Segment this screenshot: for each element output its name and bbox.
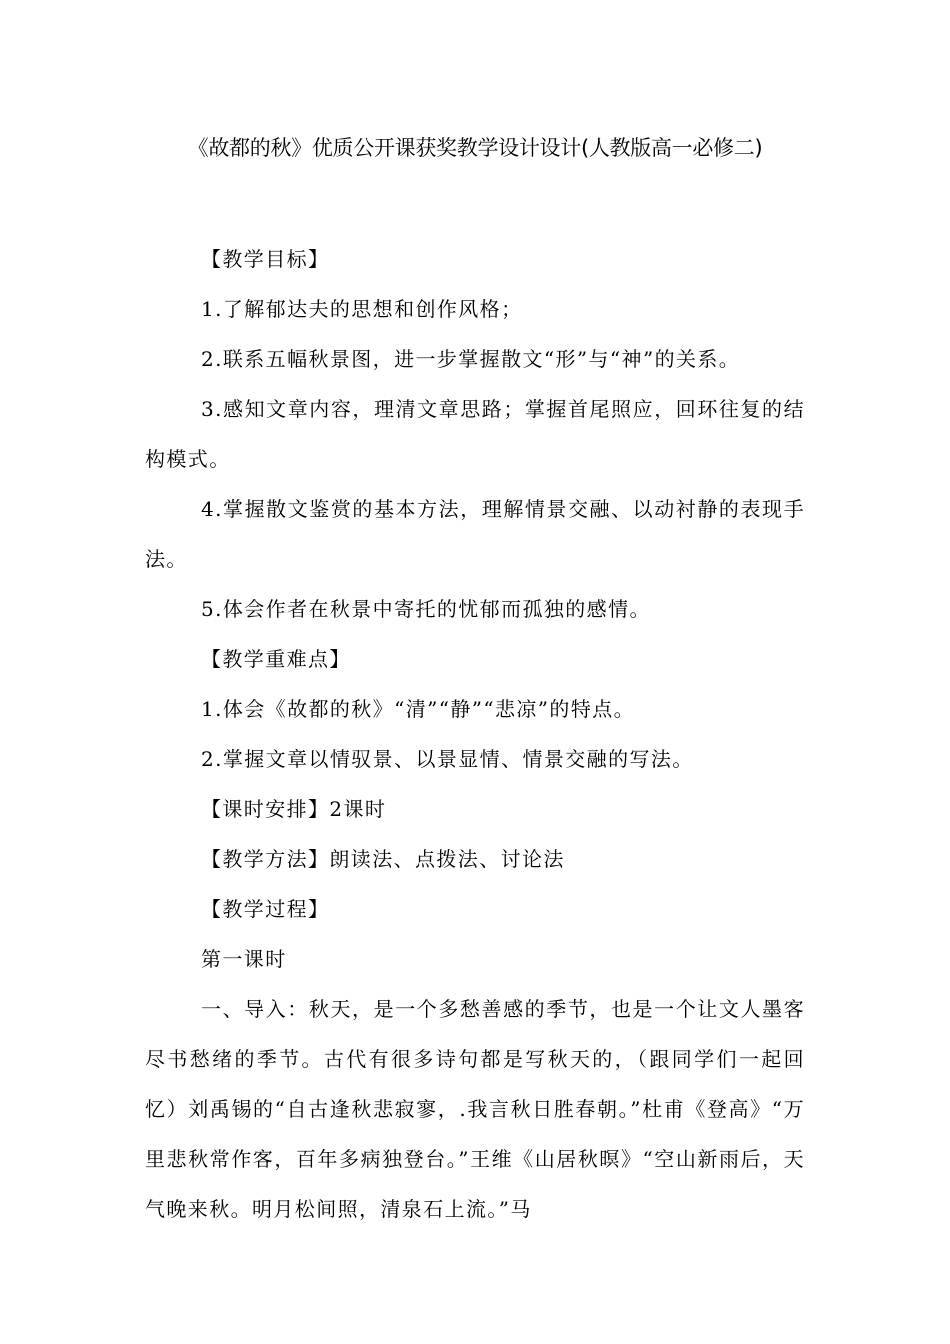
objective-item: 5.体会作者在秋景中寄托的忧郁而孤独的感情。: [201, 597, 651, 621]
section-heading-objectives: 【教学目标】: [201, 247, 330, 271]
objective-item: 3.感知文章内容，理清文章思路；掌握首尾照应，回环往复的结构模式。: [145, 397, 805, 471]
intro-paragraph: 一、导入：秋天，是一个多愁善感的季节，也是一个让文人墨客尽书愁绪的季节。古代有很多诗句都是写秋天的，（跟同学们一起回忆）刘禹锡的“自古逢秋悲寂寥，.我言秋日胜春朝。”杜甫《登高》“万里悲秋常作客，百年多病独登台。”王维《山居秋暝》“空山新雨后，天气晚来秋。明月松间照，清泉石上流。”马: [145, 997, 805, 1221]
key-point-item: 2.掌握文章以情驭景、以景显情、情景交融的写法。: [201, 747, 694, 771]
section-heading-key-points: 【教学重难点】: [201, 647, 351, 671]
objective-item: 1.了解郁达夫的思想和创作风格；: [201, 297, 523, 321]
key-point-item: 1.体会《故都的秋》“清”“静”“悲凉”的特点。: [201, 697, 636, 721]
document-title: 《故都的秋》优质公开课获奖教学设计设计(人教版高一必修二): [187, 136, 763, 160]
objective-item: 4.掌握散文鉴赏的基本方法，理解情景交融、以动衬静的表现手法。: [145, 497, 805, 571]
section-methods: 【教学方法】朗读法、点拨法、讨论法: [201, 847, 565, 871]
section-heading-process: 【教学过程】: [201, 897, 330, 921]
section-schedule: 【课时安排】2课时: [201, 797, 387, 821]
document-body: [145, 234, 805, 1234]
lesson-heading: 第一课时: [201, 947, 287, 971]
objective-item: 2.联系五幅秋景图，进一步掌握散文“形”与“神”的关系。: [201, 347, 741, 371]
